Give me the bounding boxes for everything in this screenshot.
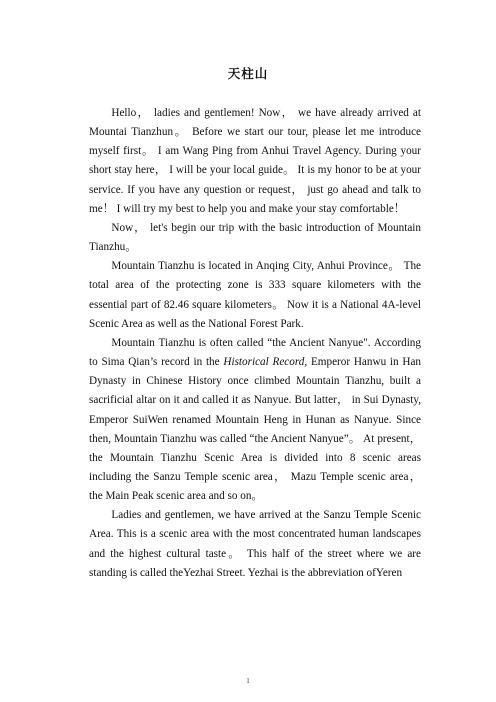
history-book-title: Historical Record, xyxy=(223,356,308,369)
paragraph-location: Mountain Tianzhu is located in Anqing City, Anhui Province。 The total area of the protecting zone is 333 square kilometers with the essential part of 82.46 square kilometers。 Now it is a National 4A-level Scenic Area as well as the National Forest Park. xyxy=(89,260,421,330)
paragraph-greeting: Hello， ladies and gentlemen! Now， we have already arrived at Mountai Tianzhun。 Before we start our tour, please let me introduce myself first。 I am Wang Ping from Anhui Travel Agency. During your short stay here， I will be your local guide。 It is my honor to be at your service. If you have any question or request， just go ahead and talk to me！ I will try my best to help you and make your stay comfortable！ xyxy=(89,107,421,215)
paragraph-sanzu-temple: Ladies and gentlemen, we have arrived at the Sanzu Temple Scenic Area. This is a scenic area with the most concentrated human landscapes and the highest cultural taste。 This half of the street where we are standing is called theYezhai Street. Yezhai is the abbreviation ofYeren xyxy=(89,509,421,579)
paragraph-trip-start: Now， let's begin our trip with the basic introduction of Mountain Tianzhu。 xyxy=(89,221,421,254)
paragraph-history xyxy=(89,334,421,506)
document-body xyxy=(89,104,421,583)
document-title: 天柱山 xyxy=(227,66,269,81)
history-text-part2: Emperor Hanwu in Han Dynasty in Chinese History once climbed Mountain Tianzhu, built a sacrificial altar on it and called it as Nanyue. But latter， in Sui Dynasty, Emperor SuiWen renamed Mountain Heng in Hunan as Nanyue. Since then, Mountain Tianzhu was called “the Ancient Nanyue”。 At present， the Mountain Tianzhu Scenic Area is divided into 8 scenic areas including the Sanzu Temple scenic area， Mazu Temple scenic area， the Main Peak scenic area and so on。 xyxy=(89,356,422,503)
page-number: 1 xyxy=(246,677,250,685)
history-text-part1: Mountain Tianzhu is often called “the Ancient Nanyue". According to Sima Qian’s record in the xyxy=(89,336,421,369)
